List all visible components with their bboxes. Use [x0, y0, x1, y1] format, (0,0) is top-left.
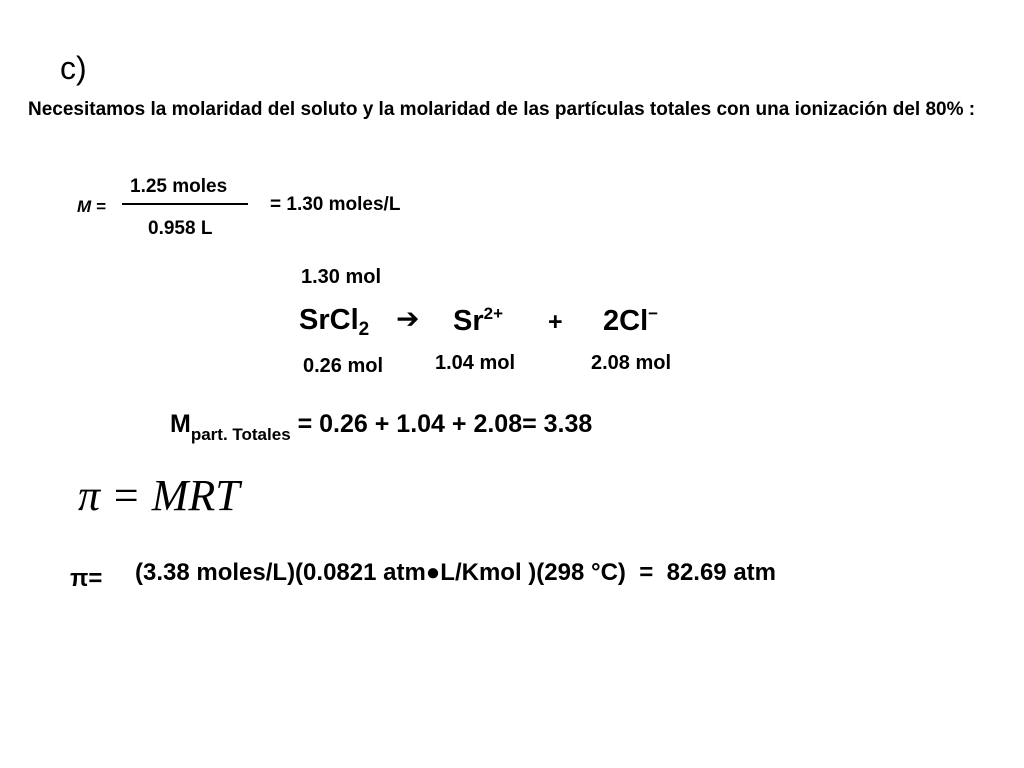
- osmotic-pressure-calculation: (3.38 moles/L)(0.0821 atm●L/Kmol )(298 °C) = 82.69 atm: [135, 559, 777, 586]
- molarity-result: = 1.30 moles/L: [270, 194, 401, 215]
- total-particles-equation: [170, 410, 592, 445]
- anion-moles: 2.08 mol: [591, 352, 672, 374]
- cation-charge: 2+: [483, 304, 504, 323]
- total-expression: = 0.26 + 1.04 + 2.08= 3.38: [290, 410, 593, 438]
- anion-charge: −: [648, 304, 659, 323]
- fraction-denominator: 0.958 L: [148, 218, 213, 239]
- cation-text: Sr: [453, 305, 484, 337]
- reactant-subscript: 2: [358, 319, 370, 340]
- reactant-moles: 0.26 mol: [303, 355, 384, 377]
- fraction-numerator: 1.25 moles: [130, 176, 228, 197]
- fraction-bar: [122, 203, 248, 205]
- pi-label: π=: [70, 565, 103, 592]
- product-anion: [603, 304, 658, 338]
- reactant-text: SrCl: [299, 304, 359, 336]
- molarity-label: M =: [77, 197, 106, 216]
- section-heading: c): [60, 50, 87, 86]
- reactant-formula: [299, 304, 369, 341]
- plus-sign: +: [548, 308, 563, 336]
- intro-text: Necesitamos la molaridad del soluto y la molaridad de las partículas totales con una ionización del 80% :: [28, 99, 976, 120]
- total-subscript: part. Totales: [190, 425, 291, 444]
- initial-moles: 1.30 mol: [301, 266, 382, 288]
- anion-text: 2Cl: [603, 305, 649, 337]
- total-symbol: M: [170, 410, 191, 438]
- reaction-arrow-icon: ➔: [396, 303, 420, 334]
- cation-moles: 1.04 mol: [435, 352, 516, 374]
- osmotic-pressure-formula: π = MRT: [78, 471, 240, 520]
- product-cation: [453, 304, 503, 338]
